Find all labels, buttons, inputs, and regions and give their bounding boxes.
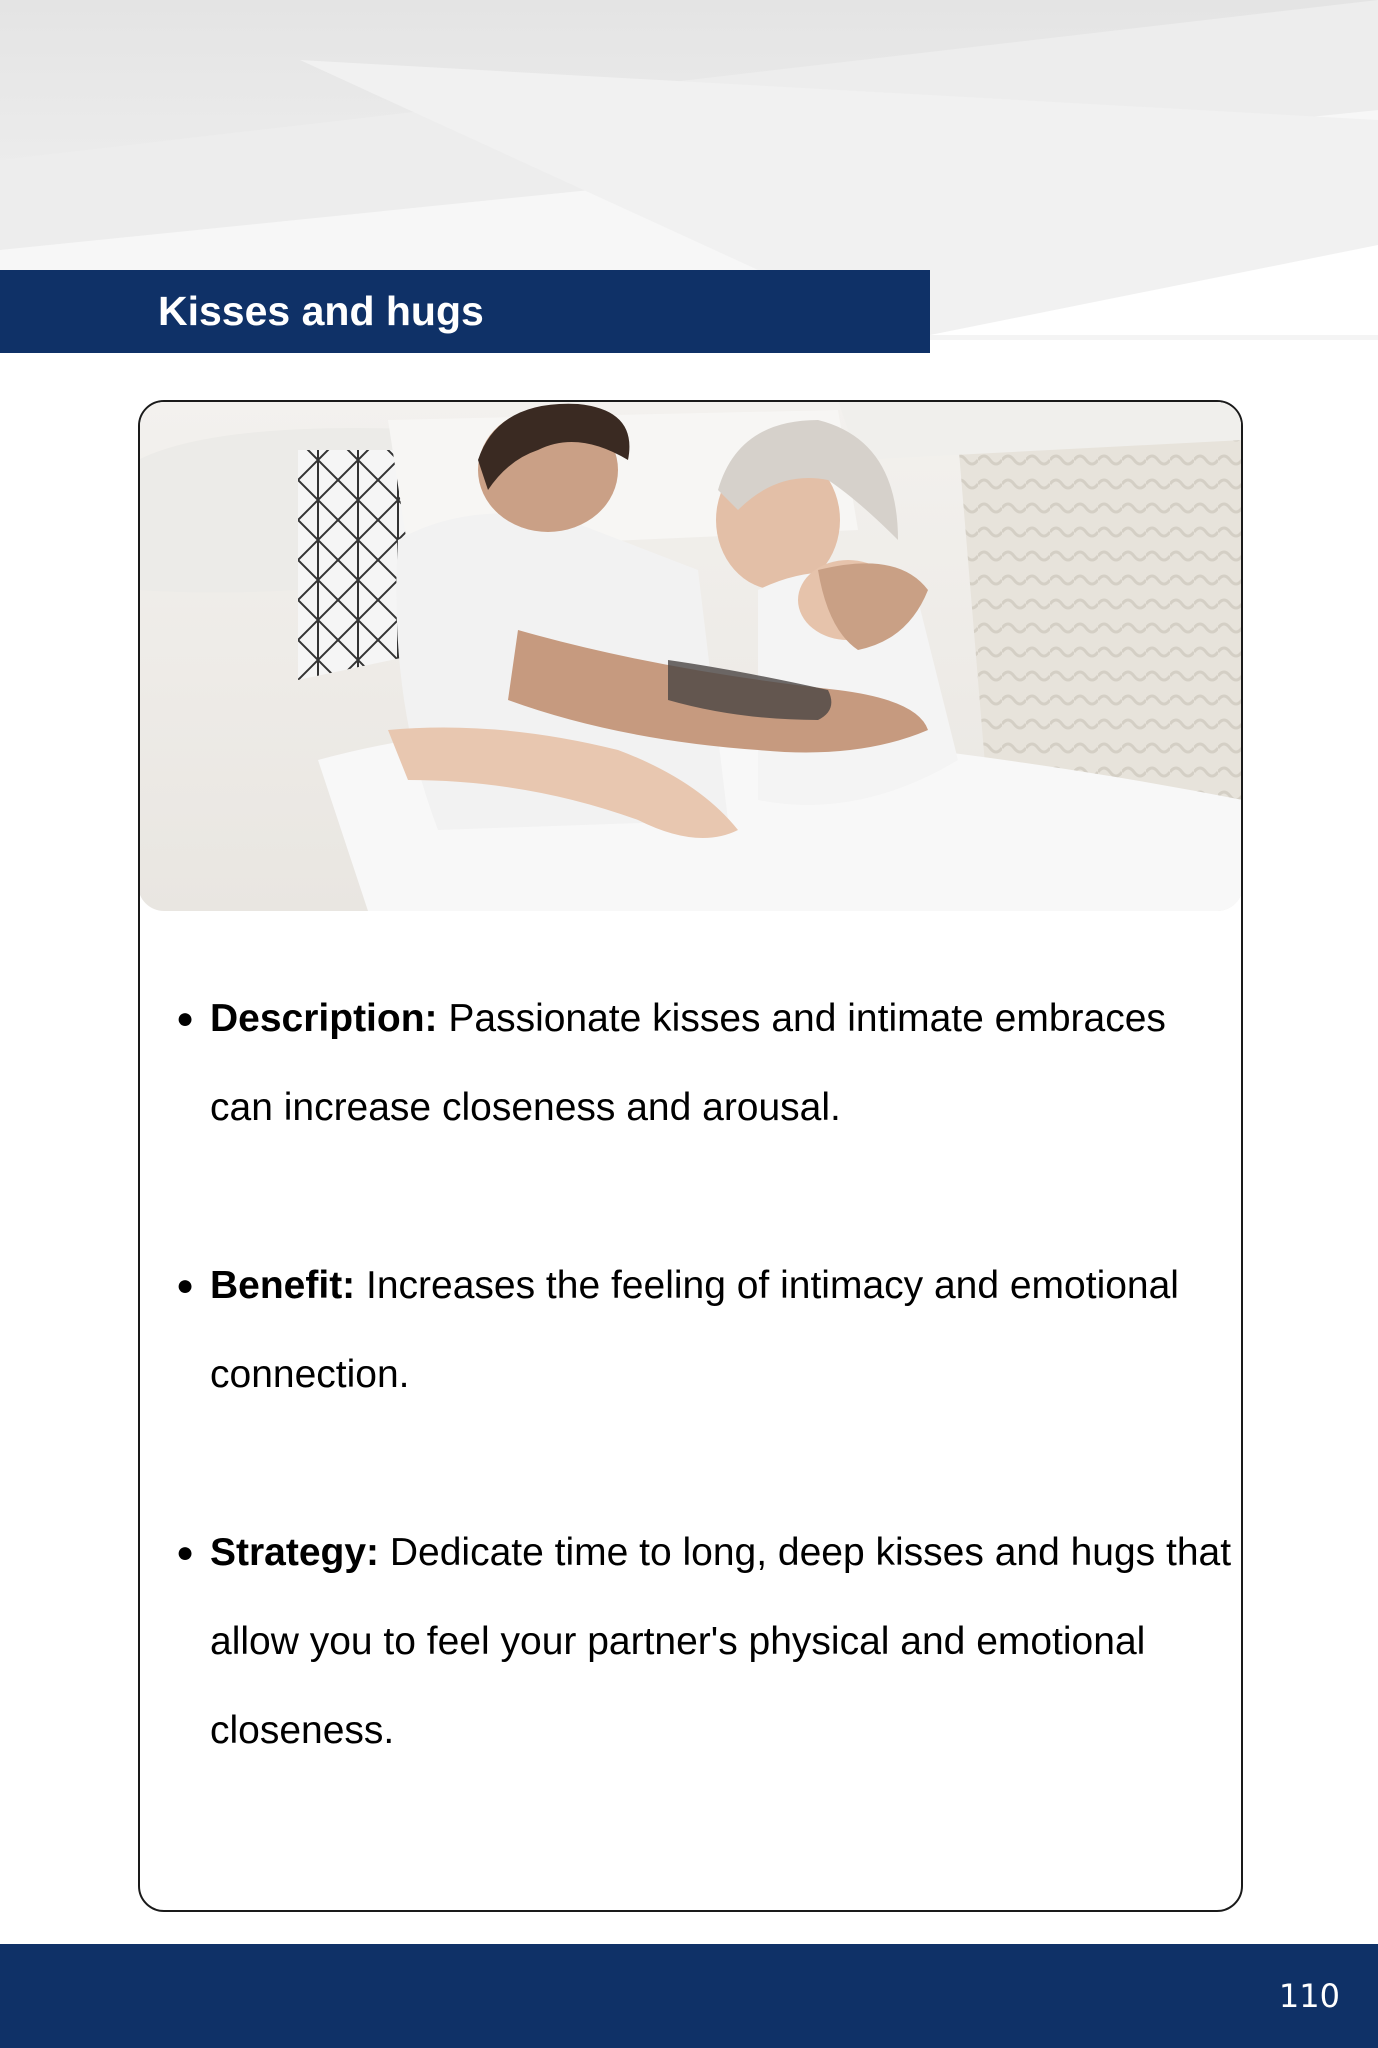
list-item-strategy — [140, 1508, 1241, 1775]
item-label: Description: — [210, 997, 438, 1040]
key-points-list — [140, 974, 1241, 1775]
bullet-icon: ● — [176, 1002, 195, 1035]
section-title-bar — [0, 270, 930, 353]
content-card — [138, 400, 1243, 1912]
item-text: Increases the feeling of intimacy and emotional connection. — [210, 1264, 1179, 1396]
bullet-icon: ● — [176, 1536, 195, 1569]
page-title: Kisses and hugs — [158, 288, 484, 334]
item-label: Benefit: — [210, 1264, 356, 1307]
item-label: Strategy: — [210, 1531, 380, 1574]
bullet-icon: ● — [176, 1269, 195, 1302]
list-item-benefit — [140, 1241, 1241, 1419]
item-text: Passionate kisses and intimate embraces can increase closeness and arousal. — [210, 997, 1166, 1129]
list-item-description — [140, 974, 1241, 1152]
couple-photo — [138, 400, 1243, 911]
couple-illustration — [138, 400, 1243, 911]
item-text: Dedicate time to long, deep kisses and hugs that allow you to feel your partner's physical and emotional closeness. — [210, 1531, 1232, 1752]
page-number: 110 — [1278, 1977, 1340, 2015]
footer-bar — [0, 1944, 1378, 2048]
